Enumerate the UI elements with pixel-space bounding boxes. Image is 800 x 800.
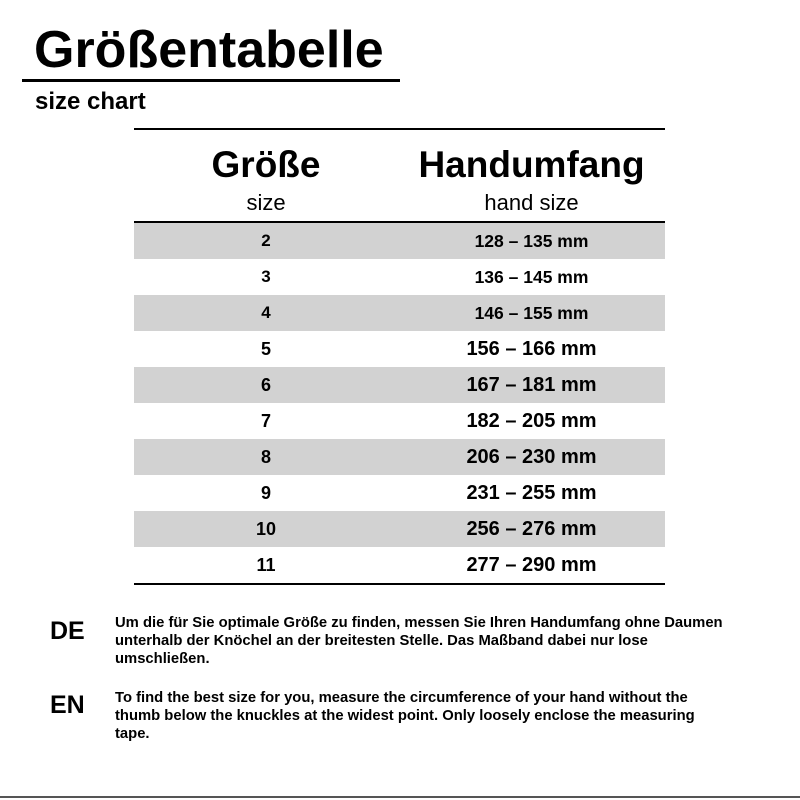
size-cell: 5 [260,339,271,359]
column-header-hand-size [398,130,665,221]
size-cell: 7 [260,411,271,431]
hand-size-cell: 136 – 145 mm [474,267,589,287]
table-row [134,367,665,403]
instruction-line: tape. [115,726,150,742]
instruction-line: umschließen. [115,651,210,667]
hand-size-cell: 128 – 135 mm [474,231,589,251]
size-cell: 9 [260,483,271,503]
language-code-en: EN [50,691,85,719]
table-body [134,223,665,585]
table-row [134,547,665,583]
hand-size-cell: 167 – 181 mm [466,374,597,396]
size-cell: 6 [260,375,271,395]
hand-size-cell: 206 – 230 mm [466,446,597,468]
column-header-label: Größe [211,144,321,185]
column-header-sublabel: size [246,190,286,215]
title-underline [22,79,400,82]
measuring-instructions-de [115,614,723,668]
bottom-divider [0,796,800,798]
size-cell: 4 [261,303,271,322]
hand-size-cell: 156 – 166 mm [466,338,597,360]
column-header-size [134,130,398,221]
hand-size-cell: 256 – 276 mm [466,518,597,540]
page-title: Größentabelle [34,21,384,79]
table-row [134,439,665,475]
size-cell: 10 [255,519,277,539]
hand-size-cell: 182 – 205 mm [466,410,597,432]
instruction-line: To find the best size for you, measure the circumference of your hand without the [115,690,688,706]
hand-size-cell: 231 – 255 mm [466,482,597,504]
page-subtitle: size chart [35,88,146,115]
instruction-line: unterhalb der Knöchel an der breitesten Stelle. Das Maßband dabei nur lose [115,633,648,649]
table-row [134,295,665,331]
table-row [134,331,665,367]
column-header-label: Handumfang [418,144,645,185]
size-table [134,128,665,585]
column-header-sublabel: hand size [484,190,579,215]
instruction-line: Um die für Sie optimale Größe zu finden, messen Sie Ihren Handumfang ohne Daumen [115,615,723,631]
language-code-de: DE [50,617,85,645]
table-row [134,259,665,295]
size-cell: 3 [261,267,271,286]
size-cell: 11 [256,555,276,575]
size-cell: 2 [261,231,271,250]
table-row [134,403,665,439]
table-row [134,223,665,259]
table-row [134,511,665,547]
measuring-instructions-en [115,689,695,743]
table-row [134,475,665,511]
size-cell: 8 [260,447,271,467]
instruction-line: thumb below the knuckles at the widest point. Only loosely enclose the measuring [115,708,695,724]
hand-size-cell: 146 – 155 mm [474,303,589,323]
hand-size-cell: 277 – 290 mm [466,554,597,576]
table-header [134,130,665,223]
